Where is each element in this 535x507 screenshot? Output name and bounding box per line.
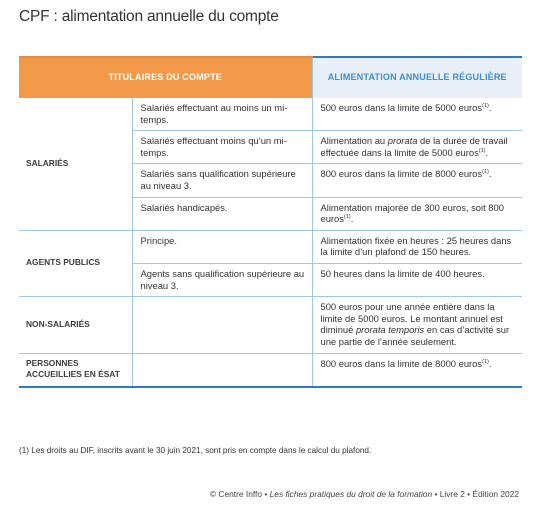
holder-type: Salariés effectuant au moins un mi-temps. [132, 98, 312, 131]
funding-amount: 800 euros dans la limite de 8000 euros$^{(1)}$. [312, 353, 522, 387]
holder-type: Salariés sans qualification supérieure au niveau 3. [132, 164, 312, 197]
funding-amount: Alimentation majorée de 300 euros, soit 800 euros$^{(1)}$. [312, 197, 522, 230]
funding-amount: Alimentation fixée en heures : 25 heures dans la limite d’un plafond de 150 heures. [312, 230, 522, 263]
funding-amount: 500 euros dans la limite de 5000 euros$^{(1)}$. [312, 98, 522, 131]
table-row [19, 98, 522, 131]
holder-type: Principe. [132, 230, 312, 263]
table-header-row [19, 57, 522, 98]
header-alimentation: ALIMENTATION ANNUELLE RÉGULIÈRE [312, 57, 522, 98]
holder-type: Salariés handicapés. [132, 197, 312, 230]
funding-amount: 50 heures dans la limite de 400 heures. [312, 263, 522, 296]
page-title: CPF : alimentation annuelle du compte [19, 8, 279, 25]
table-row [19, 230, 522, 263]
funding-amount: Alimentation au prorata de la durée de travail effectuée dans la limite de 5000 euros$^{(1)}$. [312, 131, 522, 164]
footnote: (1) Les droits au DIF, inscrits avant le 30 juin 2021, sont pris en compte dans le calcul du plafond. [19, 446, 372, 455]
header-titulaires: TITULAIRES DU COMPTE [19, 57, 312, 98]
category-agents-publics: AGENTS PUBLICS [19, 230, 132, 296]
cpf-table [19, 56, 522, 388]
category-esat: PERSONNES ACCUEILLIES EN ÉSAT [19, 353, 132, 387]
credit-line: © Centre Inffo • Les fiches pratiques du droit de la formation • Livre 2 • Édition 2022 [209, 489, 519, 499]
funding-amount: 500 euros pour une année entière dans la limite de 5000 euros. Le montant annuel est diminué prorata temporis en cas d’activité sur une partie de l’année seulement. [312, 297, 522, 353]
holder-type: Salariés effectuant moins qu’un mi-temps. [132, 131, 312, 164]
holder-type [132, 353, 312, 387]
holder-type: Agents sans qualification supérieure au niveau 3. [132, 263, 312, 296]
table-row [19, 297, 522, 353]
table-row [19, 353, 522, 387]
holder-type [132, 297, 312, 353]
category-salaries: SALARIÉS [19, 98, 132, 230]
funding-amount: 800 euros dans la limite de 8000 euros$^{(1)}$. [312, 164, 522, 197]
category-non-salaries: NON-SALARIÉS [19, 297, 132, 353]
